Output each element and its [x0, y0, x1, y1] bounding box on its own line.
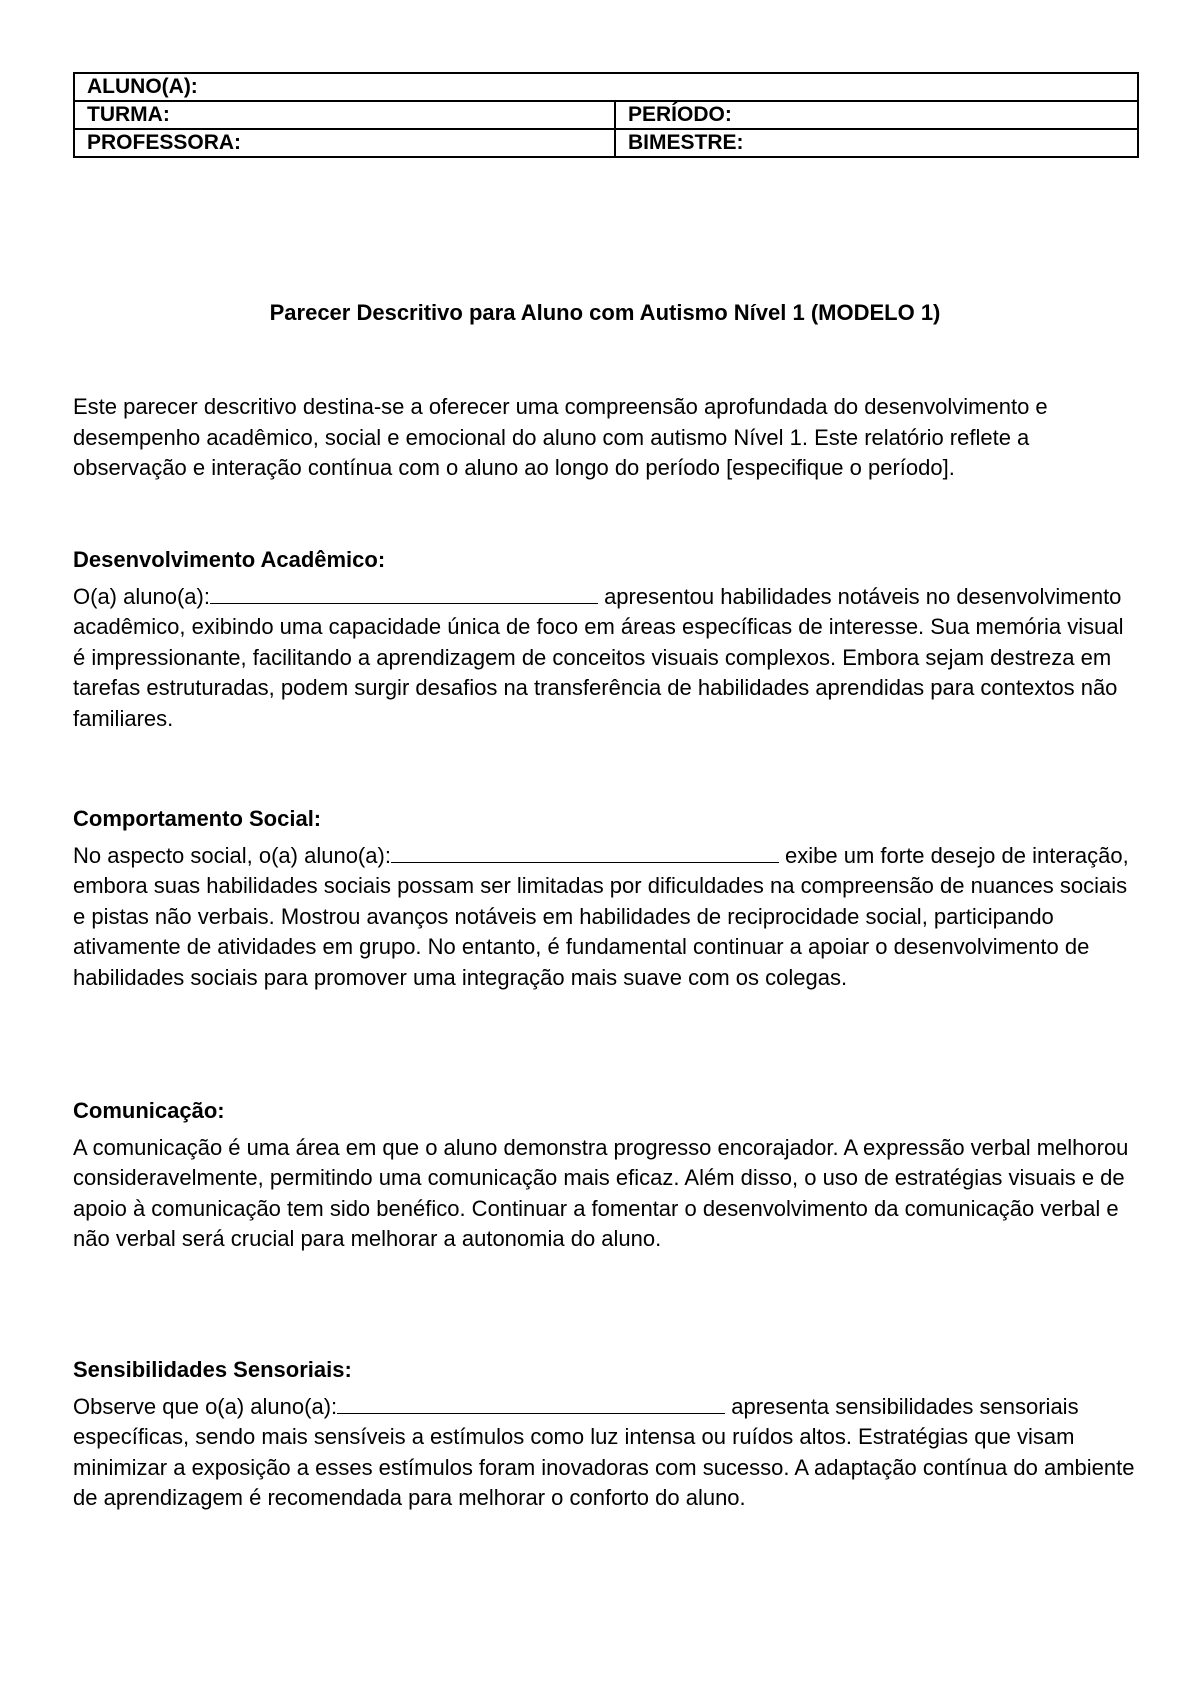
comunicacao-paragraph: A comunicação é uma área em que o aluno demonstra progresso encorajador. A expressão verbal melhorou consideravelmente, permitindo uma comunicação mais eficaz. Além disso, o uso de estratégias visuais e de apoio à comunicação tem sido benéfico. Continuar a fomentar o desenvolvimento da comunicação verbal e não verbal será crucial para melhorar a autonomia do aluno.	[73, 1134, 1129, 1251]
sensorial-paragraph	[73, 1392, 1137, 1514]
professora-bimestre-row	[74, 129, 1138, 157]
social-paragraph	[73, 841, 1137, 994]
social-lead-text: No aspecto social, o(a) aluno(a):	[73, 842, 391, 868]
comunicacao-section	[73, 1096, 1137, 1255]
academico-paragraph	[73, 582, 1137, 735]
social-name-blank[interactable]	[391, 844, 779, 863]
aluno-field[interactable]: ALUNO(A):	[74, 73, 1138, 101]
periodo-field[interactable]: PERÍODO:	[615, 101, 1138, 129]
turma-field[interactable]: TURMA:	[74, 101, 615, 129]
sensorial-name-blank[interactable]	[337, 1395, 725, 1414]
professora-field[interactable]: PROFESSORA:	[74, 129, 615, 157]
social-section	[73, 804, 1137, 993]
social-body-text: exibe um forte desejo de interação, embora suas habilidades sociais possam ser limitadas por dificuldades na compreensão de nuances sociais e pistas não verbais. Mostrou avanços notáveis em habilidades de reciprocidade social, participando ativamente de atividades em grupo. No entanto, é fundamental continuar a apoiar o desenvolvimento de habilidades sociais para promover uma integração mais suave com os colegas.	[73, 842, 1129, 990]
sensorial-body-text: apresenta sensibilidades sensoriais específicas, sendo mais sensíveis a estímulos como luz intensa ou ruídos altos. Estratégias que visam minimizar a exposição a esses estímulos foram inovadoras com sucesso. A adaptação contínua do ambiente de aprendizagem é recomendada para melhorar o conforto do aluno.	[73, 1393, 1135, 1510]
academico-section	[73, 545, 1137, 734]
sensorial-heading: Sensibilidades Sensoriais:	[73, 1357, 352, 1382]
bimestre-field[interactable]: BIMESTRE:	[615, 129, 1138, 157]
document-title: Parecer Descritivo para Aluno com Autismo Nível 1 (MODELO 1)	[269, 300, 941, 325]
social-heading: Comportamento Social:	[73, 806, 322, 831]
turma-periodo-row	[74, 101, 1138, 129]
aluno-row	[74, 73, 1138, 101]
student-info-table	[73, 72, 1139, 158]
intro-paragraph: Este parecer descritivo destina-se a oferecer uma compreensão aprofundada do desenvolvimento e desempenho acadêmico, social e emocional do aluno com autismo Nível 1. Este relatório reflete a observação e interação contínua com o aluno ao longo do período [especifique o período].	[73, 394, 1048, 480]
sensorial-lead-text: Observe que o(a) aluno(a):	[73, 1393, 338, 1419]
comunicacao-heading: Comunicação:	[73, 1098, 225, 1123]
academico-heading: Desenvolvimento Acadêmico:	[73, 547, 386, 572]
sensorial-section	[73, 1355, 1137, 1514]
academico-name-blank[interactable]	[210, 585, 598, 604]
academico-body-text: apresentou habilidades notáveis no desenvolvimento acadêmico, exibindo uma capacidade única de foco em áreas específicas de interesse. Sua memória visual é impressionante, facilitando a aprendizagem de conceitos visuais complexos. Embora sejam destreza em tarefas estruturadas, podem surgir desafios na transferência de habilidades aprendidas para contextos não familiares.	[73, 583, 1124, 731]
academico-lead-text: O(a) aluno(a):	[73, 583, 210, 609]
intro-section	[73, 392, 1137, 484]
